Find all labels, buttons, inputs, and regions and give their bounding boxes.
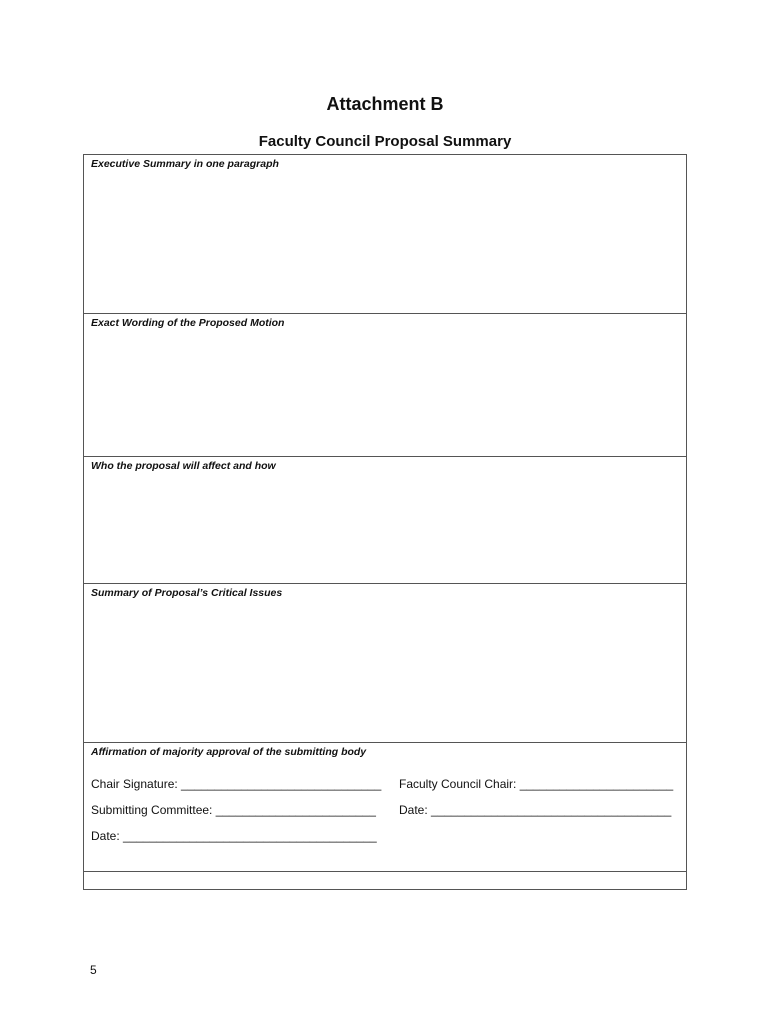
page-title: Attachment B — [326, 94, 444, 114]
affected-parties-section[interactable] — [84, 457, 686, 584]
critical-issues-section[interactable] — [84, 584, 686, 743]
section-heading: Who the proposal will affect and how — [91, 460, 276, 472]
section-heading: Exact Wording of the Proposed Motion — [91, 317, 285, 329]
date-left-field[interactable]: Date: ______________________________________ — [91, 829, 377, 843]
section-heading: Affirmation of majority approval of the submitting body — [91, 746, 367, 758]
section-heading: Summary of Proposal’s Critical Issues — [91, 587, 283, 599]
executive-summary-section[interactable] — [84, 155, 686, 314]
page-number: 5 — [90, 963, 97, 977]
proposed-motion-section[interactable] — [84, 314, 686, 457]
section-heading: Executive Summary in one paragraph — [91, 158, 279, 170]
affirmation-section — [84, 743, 686, 872]
page-subtitle: Faculty Council Proposal Summary — [258, 133, 512, 150]
submitting-committee-field[interactable]: Submitting Committee: ________________________ — [91, 803, 376, 817]
form-footer-row — [84, 872, 686, 889]
faculty-council-chair-field[interactable]: Faculty Council Chair: _______________________ — [399, 777, 674, 791]
date-right-field[interactable]: Date: ____________________________________ — [399, 803, 672, 817]
proposal-form — [83, 154, 687, 890]
chair-signature-field[interactable]: Chair Signature: ______________________________ — [91, 777, 382, 791]
